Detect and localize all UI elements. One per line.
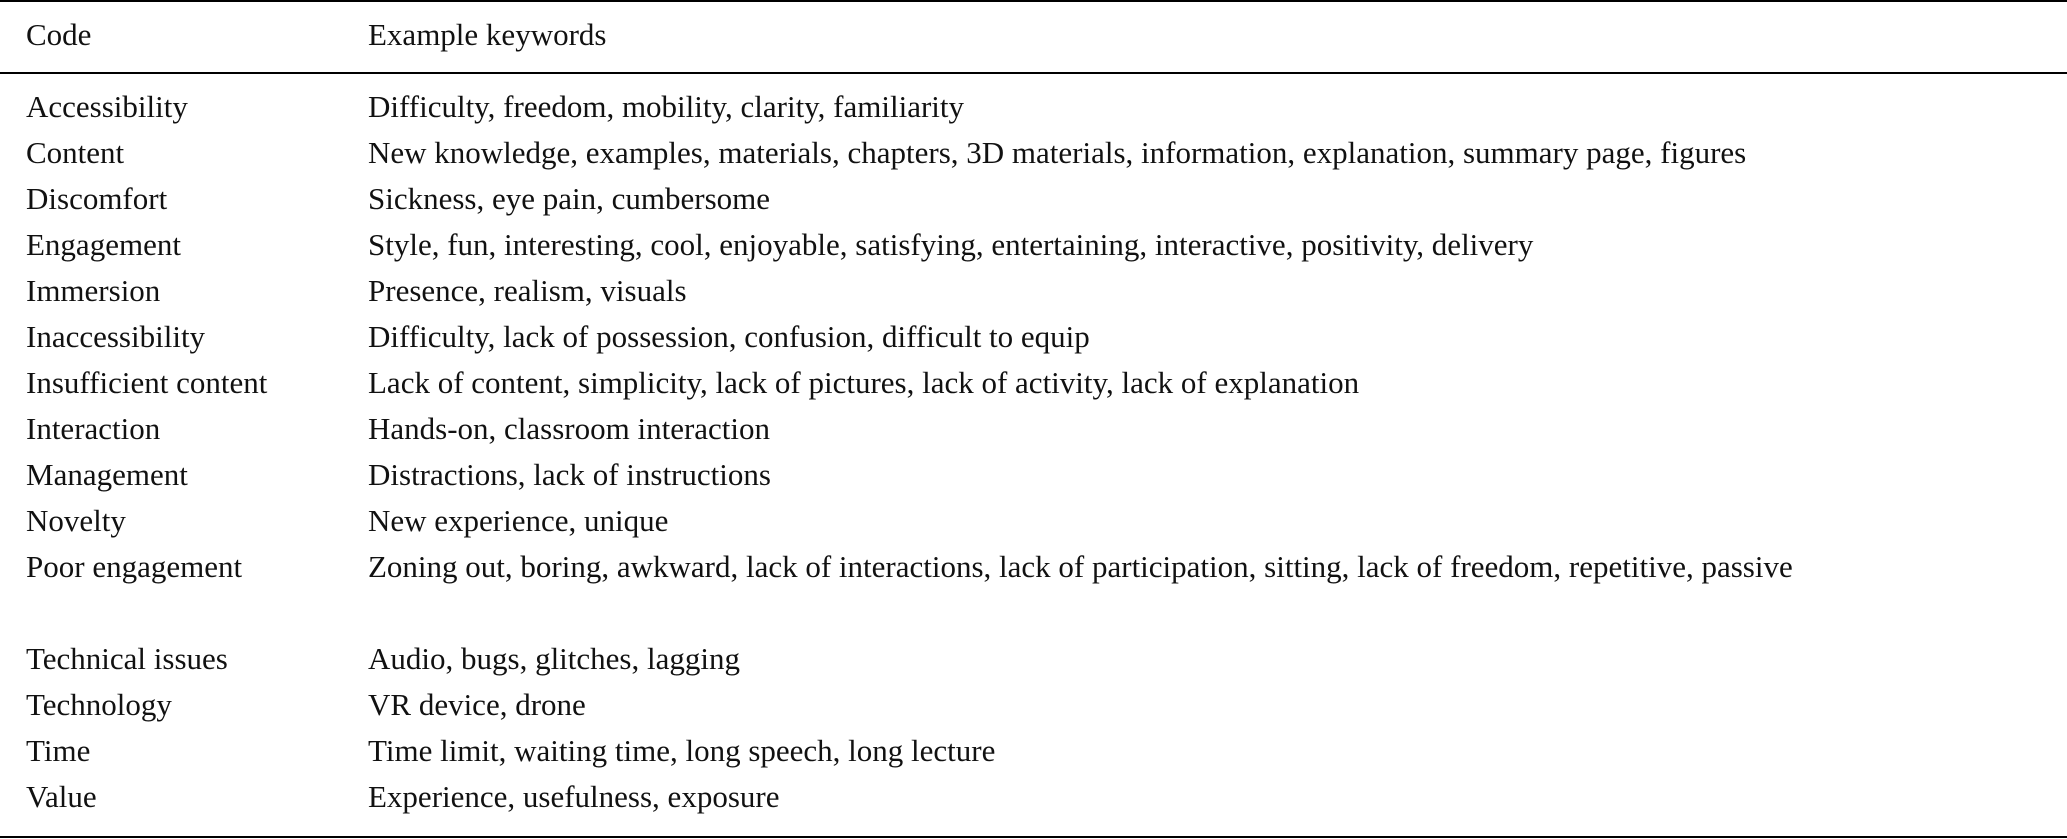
- row-code: Interaction: [26, 411, 161, 446]
- row-keywords: Presence, realism, visuals: [368, 273, 687, 308]
- row-code: Content: [26, 135, 125, 170]
- row-keywords: VR device, drone: [368, 687, 586, 722]
- row-keywords: New knowledge, examples, materials, chapters, 3D materials, information, explanation, summary page, figures: [368, 135, 1747, 170]
- table-bottom-rule: [0, 836, 2067, 838]
- row-keywords: Sickness, eye pain, cumbersome: [368, 181, 771, 216]
- row-keywords: Distractions, lack of instructions: [368, 457, 771, 492]
- table-header-rule: [0, 72, 2067, 74]
- header-keywords: Example keywords: [368, 17, 607, 52]
- row-keywords: Lack of content, simplicity, lack of pictures, lack of activity, lack of explanation: [368, 365, 1360, 400]
- row-keywords: New experience, unique: [368, 503, 669, 538]
- row-keywords: Difficulty, freedom, mobility, clarity, familiarity: [368, 89, 965, 124]
- row-code: Inaccessibility: [26, 319, 206, 354]
- row-code: Insufficient content: [26, 365, 268, 400]
- row-code: Poor engagement: [26, 549, 243, 584]
- table-top-rule: [0, 0, 2067, 2]
- row-keywords: Experience, usefulness, exposure: [368, 779, 780, 814]
- row-code: Technical issues: [26, 641, 228, 676]
- row-keywords: Hands-on, classroom interaction: [368, 411, 771, 446]
- row-code: Accessibility: [26, 89, 188, 124]
- row-code: Management: [26, 457, 188, 492]
- row-code: Novelty: [26, 503, 126, 538]
- row-code: Discomfort: [26, 181, 168, 216]
- row-keywords: Audio, bugs, glitches, lagging: [368, 641, 740, 676]
- header-code: Code: [26, 17, 92, 52]
- row-code: Value: [26, 779, 97, 814]
- row-keywords: Time limit, waiting time, long speech, long lecture: [368, 733, 996, 768]
- row-keywords: Zoning out, boring, awkward, lack of interactions, lack of participation, sitting, lack of freedom, repetitive, passive: [368, 549, 1793, 584]
- row-code: Engagement: [26, 227, 181, 262]
- row-keywords: Difficulty, lack of possession, confusion, difficult to equip: [368, 319, 1090, 354]
- row-code: Technology: [26, 687, 172, 722]
- row-code: Time: [26, 733, 91, 768]
- row-code: Immersion: [26, 273, 161, 308]
- row-keywords: Style, fun, interesting, cool, enjoyable, satisfying, entertaining, interactive, positivity, delivery: [368, 227, 1534, 262]
